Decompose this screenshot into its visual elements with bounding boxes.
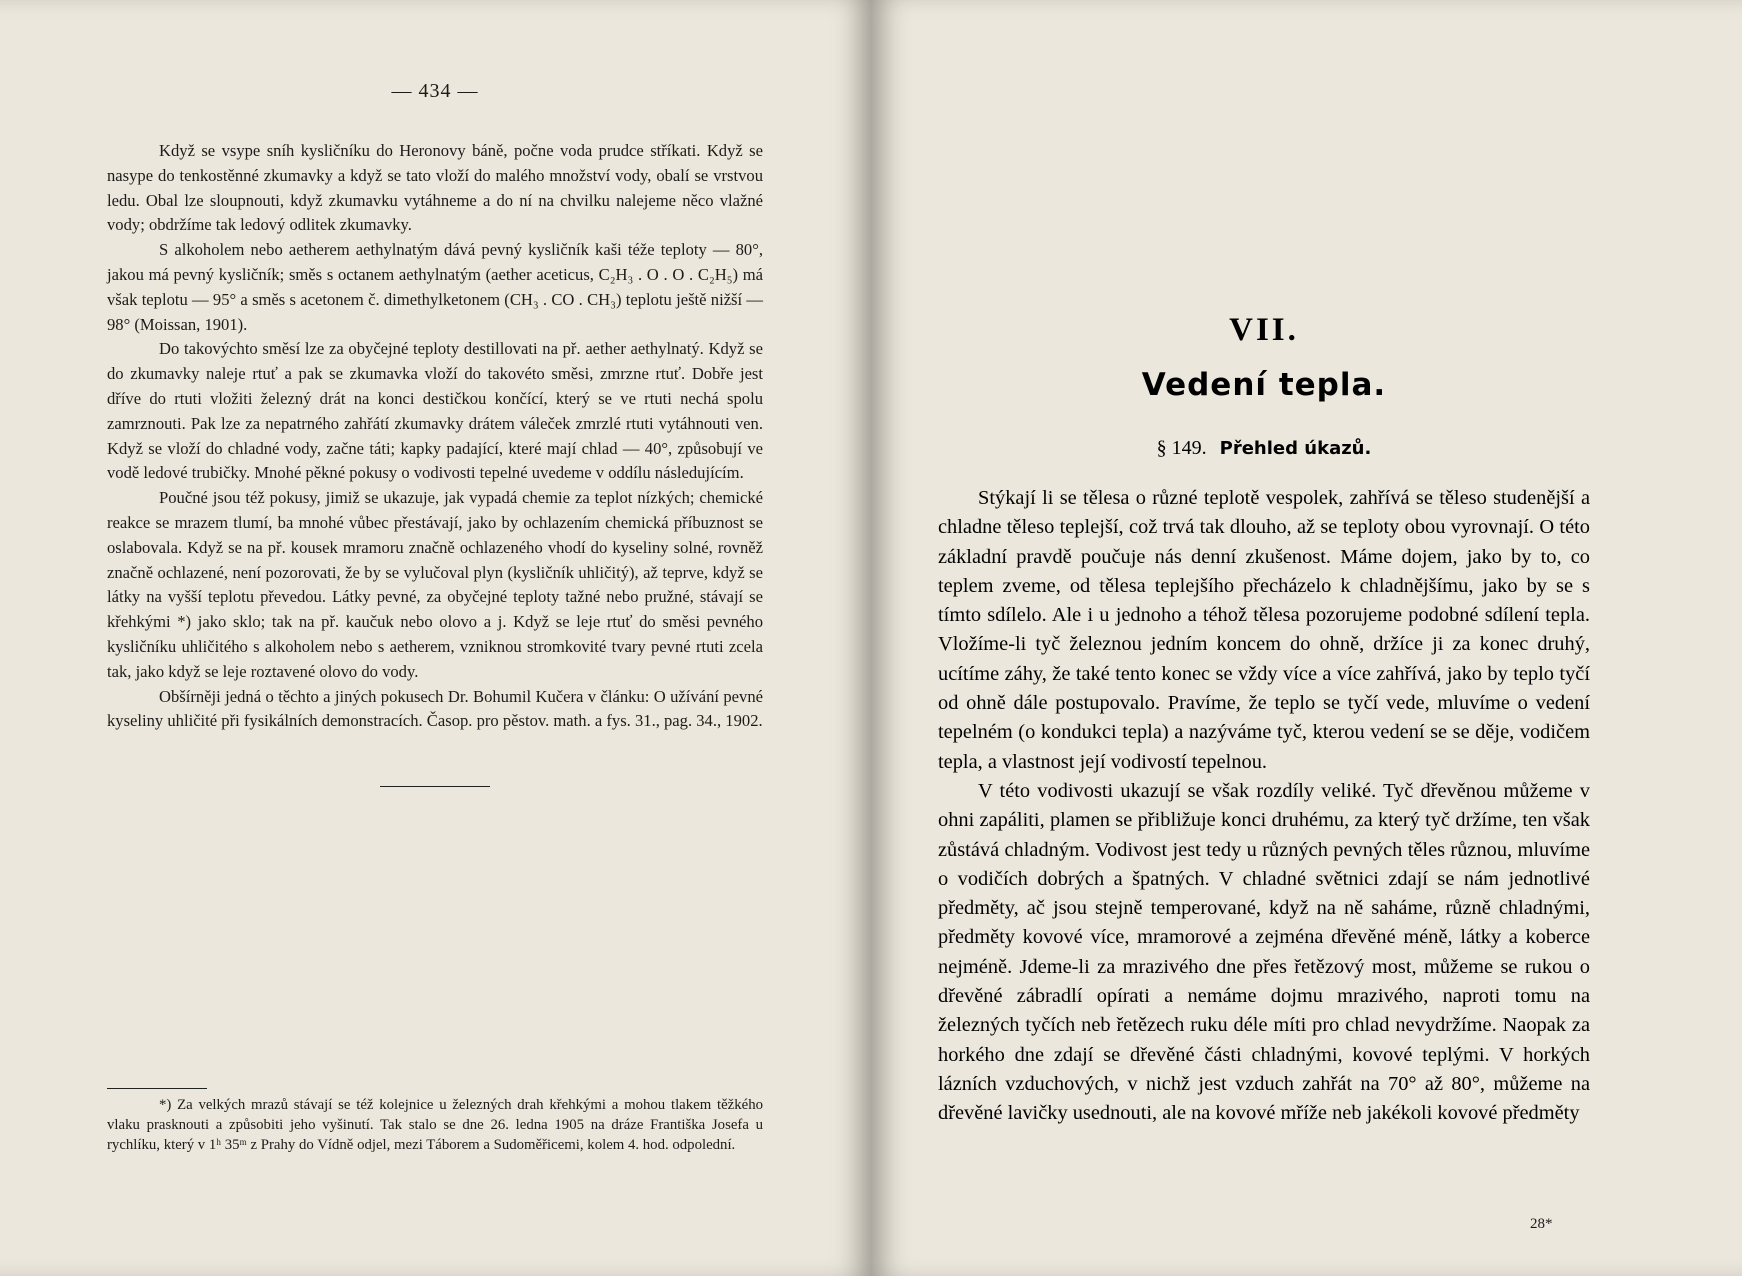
- section-end-rule: [380, 786, 490, 787]
- section-heading: [938, 437, 1590, 460]
- left-paragraph-5: Obšírněji jedná o těchto a jiných pokusech Dr. Bohumil Kučera v článku: O užívání pevné kyseliny uhličité při fysikálních demonstracích. Časop. pro pěstov. math. a fys. 31., pag. 34., 1902.: [107, 686, 763, 731]
- left-paragraph-4: Poučné jsou též pokusy, jimiž se ukazuje, jak vypadá chemie za teplot nízkých; chemické reakce se mrazem tlumí, ba mnohé vůbec přestávají, jako by ochlazením chemická příbuznost se oslabovala. Když se na př. kousek mramoru značně ochlazeného vhodí do kyseliny solné, rovněž značně ochlazené, není pozorovati, že by se vylučoval plyn (kysličník uhličitý), až teprve, když se látky na vyšší teplotu převedou. Látky pevné, za obyčejné teploty tažné nebo pružné, stávají se křehkými *) jako sklo; tak na př. kaučuk nebo olovo a j. Když se leje rtuť do směsi pevného kysličníku uhličitého s alkoholem nebo s aetherem, vzniknou stromkovité tvary pevné rtuti zcela tak, jako když se leje roztavené olovo do vody.: [107, 488, 763, 681]
- left-text-column: [107, 80, 763, 787]
- footnote: [107, 1088, 763, 1155]
- chapter-number: VII.: [1229, 312, 1299, 348]
- right-text-column: [938, 312, 1590, 1129]
- footnote-rule: [107, 1088, 207, 1089]
- section-title: Přehled úkazů.: [1219, 438, 1372, 459]
- left-paragraph-1: Když se vsype sníh kysličníku do Heronovy báně, počne voda prudce stříkati. Když se nasype do tenkostěnné zkumavky a když se tato vloží do malého množství vody, obalí se vrstvou ledu. Obal lze sloupnouti, když zkumavku vytáhneme a do ní na chvilku nalejeme něco vlažné vody; obdržíme tak ledový odlitek zkumavky.: [107, 141, 763, 235]
- left-paragraph-2: S alkoholem nebo aetherem aethylnatým dává pevný kysličník kaši téže teploty — 80°, jakou má pevný kysličník; směs s octanem aethylnatým (aether aceticus, C₂H₃ . O . O . C₂H₅) má však teplotu — 95° a směs s acetonem č. dimethylketonem (CH₃ . CO . CH₃) teplotu ještě nižší — 98° (Moissan, 1901).: [107, 240, 763, 334]
- running-head: — 434 —: [391, 80, 479, 102]
- right-paragraph-2: V této vodivosti ukazují se však rozdíly veliké. Tyč dřevěnou můžeme v ohni zapáliti, plamen se přibližuje konci druhému, za který tyč držíme, ten však zůstává chladným. Vodivost jest tedy u různých pevných těles různou, mluvíme o vodičích dobrých a špatných. V chladné světnici zdají se nám jednotlivé předměty, ač jsou stejně temperované, když na ně saháme, různě chladnými, předměty kovové více, mramorové a zejména dřevěné méně, látky a koberce nejméně. Jdeme-li za mrazivého dne přes řetězový most, můžeme se rukou o dřevěné zábradlí opírati a nemáme dojmu mrazivého, naproti tomu na železných tyčích neb řetězech ruku déle míti pro chlad nevydržíme. Naopak za horkého dne zdají se dřevěné části chladnými, kovové teplými. V horkých lázních vzduchových, v nichž jest vzduch zahřát na 70° až 80°, můžeme na dřevěné lavičky usednouti, ale na kovové mříže neb jakékoli kovové předměty: [938, 779, 1590, 1125]
- page-folio: 28*: [1530, 1216, 1553, 1232]
- section-number: § 149.: [1156, 437, 1207, 459]
- chapter-title: Vedení tepla.: [1141, 367, 1387, 403]
- footnote-text: *) Za velkých mrazů stávají se též kolejnice u železných drah křehkými a mohou tlakem těžkého vlaku prasknouti a způsobiti jeho vyšinutí. Tak stalo se dne 26. ledna 1905 na dráze Františka Josefa u rychlíku, který v 1ʰ 35ᵐ z Prahy do Vídně odjel, mezi Táborem a Sudoměřicemi, kolem 4. hod. odpolední.: [107, 1097, 763, 1153]
- right-paragraph-1: Stýkají li se tělesa o různé teplotě vespolek, zahřívá se těleso studenější a chladne těleso teplejší, což trvá tak dlouho, až se teploty obou vyrovnají. O této základní pravdě poučuje nás denní zkušenost. Máme dojem, jako by to, co teplem zveme, od tělesa teplejšího přecházelo k chladnějšímu, jako by se s tímto sdílelo. Ale i u jednoho a téhož tělesa pozorujeme podobné sdílení tepla. Vložíme-li tyč železnou jedním koncem do ohně, držíce ji za konec druhý, ucítíme záhy, že také tento konec se vždy více a více zahřívá, jako by teplo tyčí od ohně dále postupovalo. Pravíme, že teplo se tyčí vede, mluvíme o vedení tepelném (o kondukci tepla) a nazýváme tyč, kterou vedení se se děje, vodičem tepla, a vlastnost její vodivostí tepelnou.: [938, 487, 1590, 773]
- left-paragraph-3: Do takovýchto směsí lze za obyčejné teploty destillovati na př. aether aethylnatý. Když se do zkumavky naleje rtuť a pak se zkumavka vloží do takovéto směsi, zmrzne rtuť. Dobře jest dříve do rtuti vložiti železný drát na konci destičkou končící, který se ve rtuti nechá spolu zamrznouti. Pak lze za nepatrného zahřátí zkumavky drátem váleček zmrzlé rtuti vytáhnouti ven. Když se vloží do chladné vody, začne táti; kapky padající, které mají chlad — 40°, způsobují ve vodě ledové trubičky. Mnohé pěkné pokusy o vodivosti tepelné uvedeme v oddílu následujícím.: [107, 339, 763, 483]
